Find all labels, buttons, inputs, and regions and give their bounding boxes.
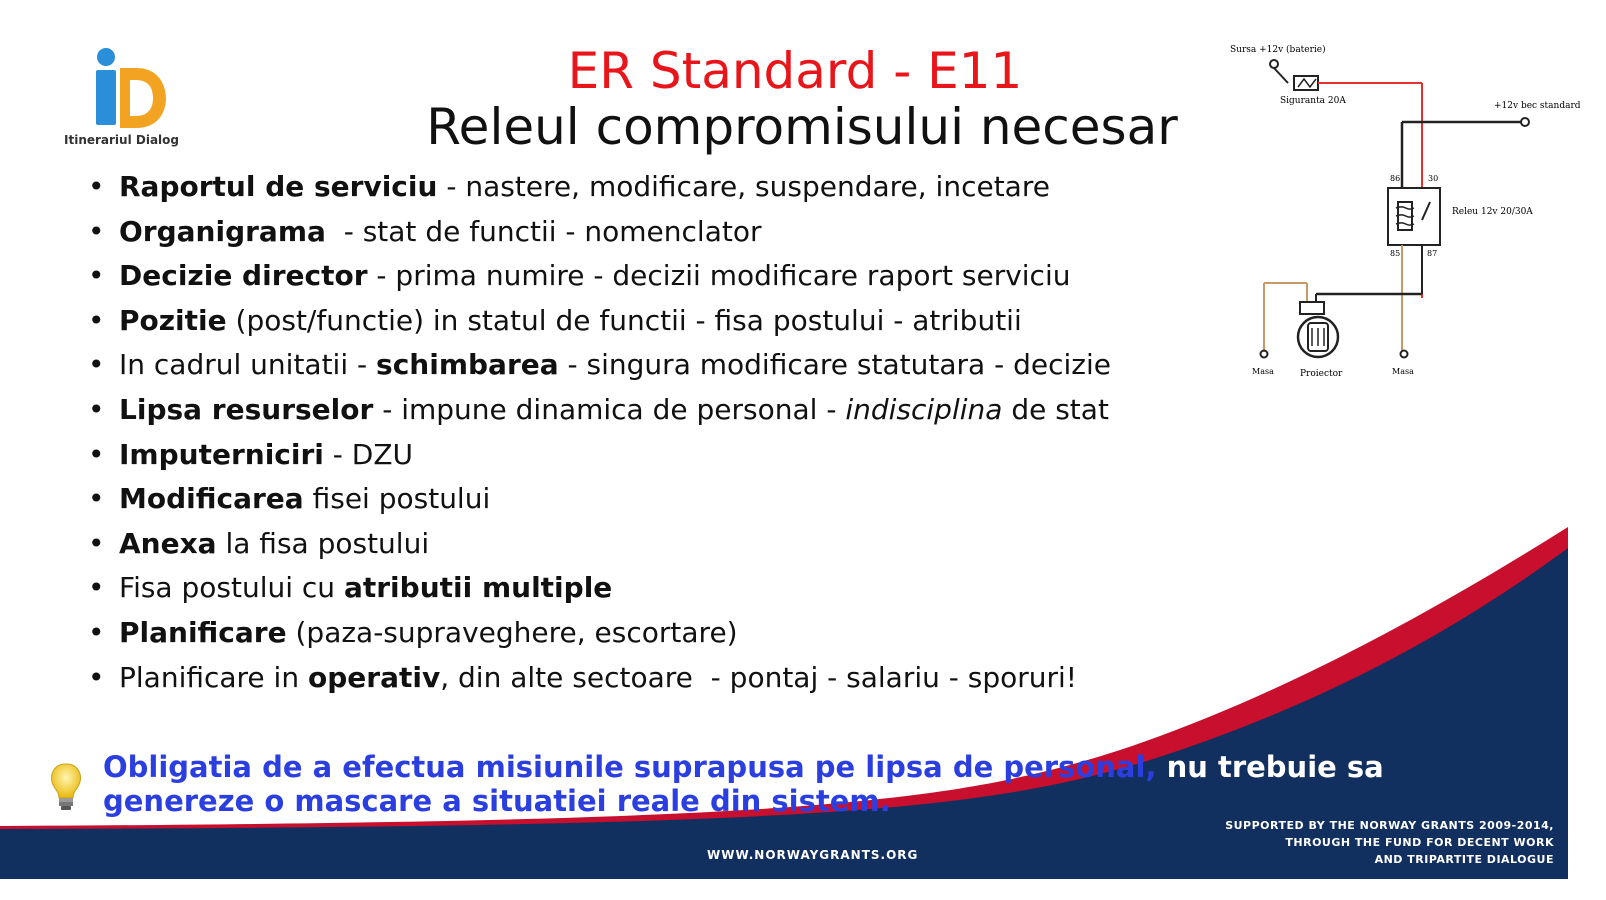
terminal-icon xyxy=(1401,351,1408,358)
highlight-note: Obligatia de a efectua misiunile suprapusa pe lipsa de personal, nu trebuie sa genereze o mascare a situatiei reale din sistem. xyxy=(103,750,1384,818)
list-item: • Modificarea fisei postului xyxy=(88,479,1111,524)
list-item: • Planificare in operativ, din alte sectoare - pontaj - salariu - sporuri! xyxy=(88,658,1111,703)
list-item: • Fisa postului cu atributii multiple xyxy=(88,568,1111,613)
diagram-label-relay: Releu 12v 20/30A xyxy=(1452,207,1533,217)
list-item: • Lipsa resurselor - impune dinamica de personal - indisciplina de stat xyxy=(88,390,1111,435)
svg-text:85: 85 xyxy=(1390,249,1401,258)
footer-url: WWW.NORWAYGRANTS.ORG xyxy=(707,848,919,862)
bullet-dot-icon: • xyxy=(88,170,105,203)
bullet-dot-icon: • xyxy=(88,259,105,293)
list-item: • Raportul de serviciu - nastere, modificare, suspendare, incetare xyxy=(88,167,1111,212)
bullet-dot-icon: • xyxy=(88,392,105,426)
list-item: • Imputerniciri - DZU xyxy=(88,435,1111,480)
list-item: • Decizie director - prima numire - decizii modificare raport serviciu xyxy=(88,256,1111,301)
bullet-dot-icon: • xyxy=(88,526,105,560)
relay-wiring-diagram xyxy=(1222,40,1581,385)
bullet-dot-icon: • xyxy=(88,660,105,694)
logo-caption: Itinerariul Dialog xyxy=(64,133,179,147)
list-item: • Planificare (paza-supraveghere, escortare) xyxy=(88,613,1111,658)
bullet-dot-icon: • xyxy=(88,437,105,471)
bullet-dot-icon: • xyxy=(88,482,105,516)
bullet-list xyxy=(88,167,1111,702)
bullet-dot-icon: • xyxy=(88,348,105,382)
lightbulb-icon xyxy=(48,762,84,814)
fuse-icon xyxy=(1294,76,1318,90)
terminal-icon xyxy=(1270,60,1278,68)
diagram-label-source: Sursa +12v (baterie) xyxy=(1230,45,1326,55)
bullet-dot-icon: • xyxy=(88,214,105,248)
bullet-dot-icon: • xyxy=(88,615,105,649)
bullet-dot-icon: • xyxy=(88,571,105,605)
svg-text:87: 87 xyxy=(1427,249,1438,258)
terminal-icon xyxy=(1521,118,1529,126)
diagram-label-bulb: +12v bec standard xyxy=(1494,101,1581,111)
list-item: • Anexa la fisa postului xyxy=(88,524,1111,569)
footer-support-text: SUPPORTED BY THE NORWAY GRANTS 2009-2014, THROUGH THE FUND FOR DECENT WORK AND TRIPARTITE DIALOGUE xyxy=(1225,819,1554,866)
svg-text:86: 86 xyxy=(1390,174,1401,183)
list-item: • In cadrul unitatii - schimbarea - singura modificare statutara - decizie xyxy=(88,345,1111,390)
slide-subtitle: Releul compromisului necesar xyxy=(426,98,1178,156)
svg-text:30: 30 xyxy=(1428,174,1439,183)
svg-text:Masa: Masa xyxy=(1252,367,1274,376)
svg-text:Masa: Masa xyxy=(1392,367,1414,376)
diagram-label-fuse: Siguranta 20A xyxy=(1280,96,1346,106)
list-item: • Pozitie (post/functie) in statul de functii - fisa postului - atributii xyxy=(88,301,1111,346)
list-item: • Organigrama - stat de functii - nomenclator xyxy=(88,212,1111,257)
slide-title: ER Standard - E11 xyxy=(567,42,1023,100)
bullet-dot-icon: • xyxy=(88,303,105,337)
svg-text:Proiector: Proiector xyxy=(1300,369,1343,379)
